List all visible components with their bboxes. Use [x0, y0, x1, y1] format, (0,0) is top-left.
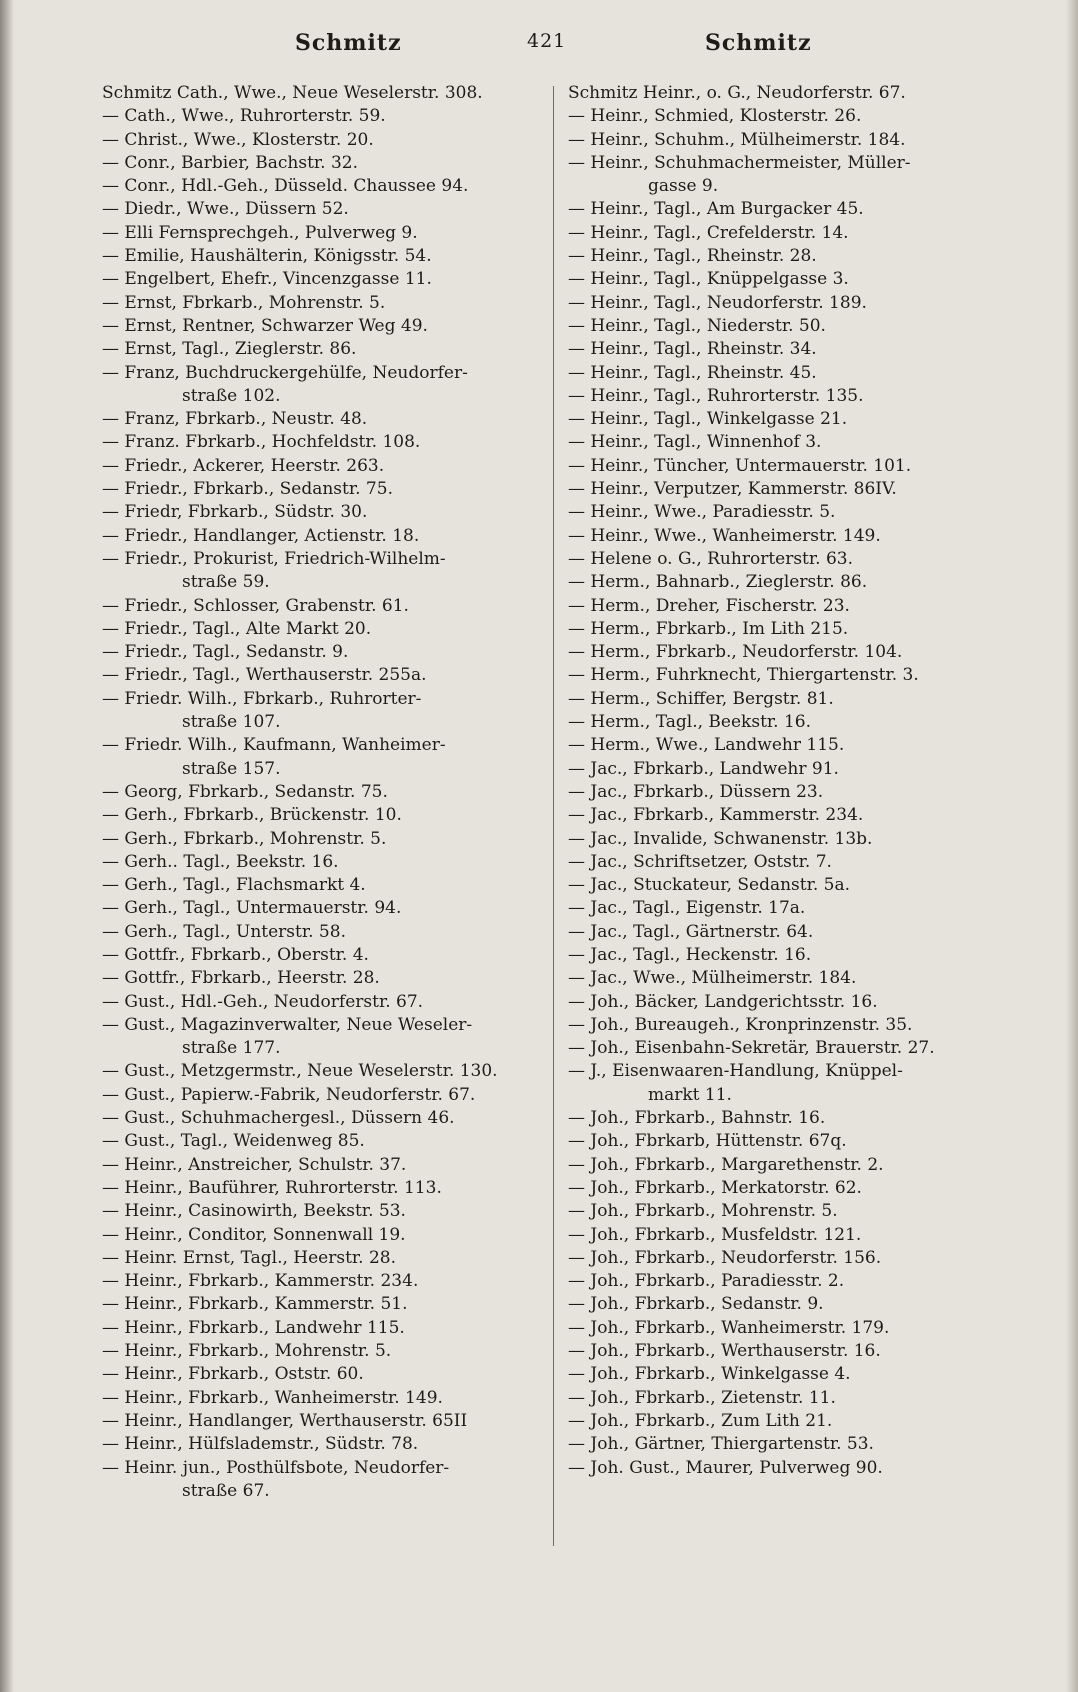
- entry-line: — Franz, Buchdruckergehülfe, Neudorfer-: [102, 362, 468, 383]
- directory-entry: — Herm., Fuhrknecht, Thiergartenstr. 3.: [568, 665, 919, 686]
- directory-entry: — Herm., Wwe., Landwehr 115.: [568, 735, 845, 756]
- directory-entry: — Heinr., Tagl., Niederstr. 50.: [568, 315, 826, 336]
- directory-entry: — Friedr., Tagl., Sedanstr. 9.: [102, 642, 349, 663]
- directory-entry: — Elli Fernsprechgeh., Pulverweg 9.: [102, 222, 418, 243]
- directory-entry: — Diedr., Wwe., Düssern 52.: [102, 199, 349, 220]
- directory-entry: [102, 548, 552, 595]
- directory-entry: — Heinr., Hülfslademstr., Südstr. 78.: [102, 1434, 419, 1455]
- directory-entry: — Heinr., Conditor, Sonnenwall 19.: [102, 1224, 406, 1245]
- directory-entry: — Gerh., Fbrkarb., Mohrenstr. 5.: [102, 828, 387, 849]
- directory-entry: [102, 688, 552, 735]
- directory-entry: — Heinr., Verputzer, Kammerstr. 86IV.: [568, 479, 897, 500]
- directory-entry: — Gust., Papierw.-Fabrik, Neudorferstr. 67.: [102, 1084, 476, 1105]
- directory-entry: — Heinr., Schuhm., Mülheimerstr. 184.: [568, 129, 906, 150]
- directory-entry: — Heinr., Handlanger, Werthauserstr. 65II: [102, 1410, 468, 1431]
- directory-entry: — Herm., Dreher, Fischerstr. 23.: [568, 595, 850, 616]
- directory-entry: — Ernst, Rentner, Schwarzer Weg 49.: [102, 315, 428, 336]
- directory-entry: — Joh., Fbrkarb., Zietenstr. 11.: [568, 1387, 836, 1408]
- entry-line: — Friedr. Wilh., Kaufmann, Wanheimer-: [102, 735, 446, 756]
- directory-entry: — Gerh., Tagl., Untermauerstr. 94.: [102, 898, 402, 919]
- directory-entry: — Friedr., Tagl., Alte Markt 20.: [102, 618, 372, 639]
- directory-entry: — Georg, Fbrkarb., Sedanstr. 75.: [102, 781, 388, 802]
- directory-entry: — Joh., Bäcker, Landgerichtsstr. 16.: [568, 991, 878, 1012]
- directory-entry: — Heinr., Tagl., Crefelderstr. 14.: [568, 222, 849, 243]
- directory-entry: — Heinr., Anstreicher, Schulstr. 37.: [102, 1154, 407, 1175]
- directory-entry: — Gust., Metzgermstr., Neue Weselerstr. 130.: [102, 1061, 498, 1082]
- directory-entry: — Ernst, Fbrkarb., Mohrenstr. 5.: [102, 292, 386, 313]
- directory-entry: — Joh., Fbrkarb., Margarethenstr. 2.: [568, 1154, 884, 1175]
- directory-entry: — Heinr., Tagl., Knüppelgasse 3.: [568, 269, 849, 290]
- directory-entry: — Joh., Fbrkarb., Bahnstr. 16.: [568, 1108, 826, 1129]
- directory-entry: — Heinr., Tagl., Neudorferstr. 189.: [568, 292, 867, 313]
- directory-entry: — Joh., Eisenbahn-Sekretär, Brauerstr. 27.: [568, 1038, 935, 1059]
- directory-entry: — Herm., Tagl., Beekstr. 16.: [568, 712, 812, 733]
- directory-entry: — Heinr., Fbrkarb., Oststr. 60.: [102, 1364, 364, 1385]
- page-number: 421: [527, 30, 567, 52]
- directory-entry: — Jac., Wwe., Mülheimerstr. 184.: [568, 968, 857, 989]
- directory-entry: — Jac., Fbrkarb., Düssern 23.: [568, 781, 824, 802]
- directory-entry: — Gerh., Tagl., Flachsmarkt 4.: [102, 875, 366, 896]
- directory-entry: — Joh., Fbrkarb., Musfeldstr. 121.: [568, 1224, 862, 1245]
- directory-entry: — Herm., Fbrkarb., Neudorferstr. 104.: [568, 642, 903, 663]
- directory-entry: — Heinr., Tagl., Winkelgasse 21.: [568, 409, 848, 430]
- directory-entry: Schmitz Cath., Wwe., Neue Weselerstr. 308.: [102, 83, 483, 103]
- directory-entry: — Heinr., Fbrkarb., Kammerstr. 51.: [102, 1294, 408, 1315]
- directory-entry: — Friedr, Fbrkarb., Südstr. 30.: [102, 502, 368, 523]
- running-head-left: Schmitz: [295, 30, 402, 56]
- directory-entry: — Friedr., Schlosser, Grabenstr. 61.: [102, 595, 409, 616]
- directory-entry: — Joh., Bureaugeh., Kronprinzenstr. 35.: [568, 1014, 913, 1035]
- directory-entry: — Heinr., Schmied, Klosterstr. 26.: [568, 106, 862, 127]
- entry-line: — J., Eisenwaaren-Handlung, Knüppel-: [568, 1061, 903, 1082]
- directory-entry: — Joh., Fbrkarb, Hüttenstr. 67q.: [568, 1131, 847, 1152]
- directory-entry: — Joh., Fbrkarb., Paradiesstr. 2.: [568, 1271, 845, 1292]
- directory-entry: — Jac., Tagl., Gärtnerstr. 64.: [568, 921, 814, 942]
- directory-entry: — Jac., Tagl., Heckenstr. 16.: [568, 944, 812, 965]
- right-column: [568, 82, 1028, 1480]
- directory-entry: — Heinr., Tagl., Rheinstr. 34.: [568, 339, 817, 360]
- directory-entry: — Jac., Fbrkarb., Landwehr 91.: [568, 758, 839, 779]
- directory-entry: — Joh., Fbrkarb., Neudorferstr. 156.: [568, 1247, 882, 1268]
- directory-entry: — Helene o. G., Ruhrorterstr. 63.: [568, 548, 853, 569]
- directory-entry: — Conr., Hdl.-Geh., Düsseld. Chaussee 94.: [102, 176, 469, 197]
- directory-entry: — Friedr., Handlanger, Actienstr. 18.: [102, 525, 420, 546]
- directory-entry: — Heinr., Wwe., Wanheimerstr. 149.: [568, 525, 881, 546]
- entry-continuation: straße 67.: [182, 1480, 270, 1501]
- directory-entry: — Heinr., Fbrkarb., Kammerstr. 234.: [102, 1271, 419, 1292]
- directory-entry: — Gust., Hdl.-Geh., Neudorferstr. 67.: [102, 991, 424, 1012]
- directory-entry: — Jac., Stuckateur, Sedanstr. 5a.: [568, 875, 851, 896]
- entry-line: — Friedr. Wilh., Fbrkarb., Ruhrorter-: [102, 688, 422, 709]
- directory-entry: — Heinr. Ernst, Tagl., Heerstr. 28.: [102, 1247, 397, 1268]
- directory-entry: — Heinr., Casinowirth, Beekstr. 53.: [102, 1201, 406, 1222]
- directory-entry: — Heinr., Tagl., Ruhrorterstr. 135.: [568, 385, 864, 406]
- directory-entry: — Joh., Fbrkarb., Merkatorstr. 62.: [568, 1177, 862, 1198]
- directory-entry: — Gerh.. Tagl., Beekstr. 16.: [102, 851, 339, 872]
- directory-entry: — Franz, Fbrkarb., Neustr. 48.: [102, 409, 368, 430]
- directory-entry: — Heinr., Wwe., Paradiesstr. 5.: [568, 502, 836, 523]
- directory-entry: [568, 152, 1028, 199]
- directory-entry: [102, 362, 552, 409]
- directory-entry: — Jac., Schriftsetzer, Oststr. 7.: [568, 851, 832, 872]
- directory-entry: — Herm., Bahnarb., Zieglerstr. 86.: [568, 572, 868, 593]
- directory-entry: — Gust., Schuhmachergesl., Düssern 46.: [102, 1108, 455, 1129]
- directory-entry: — Gottfr., Fbrkarb., Oberstr. 4.: [102, 944, 369, 965]
- directory-entry: [102, 734, 552, 781]
- directory-entry: — Gerh., Tagl., Unterstr. 58.: [102, 921, 346, 942]
- directory-entry: — Christ., Wwe., Klosterstr. 20.: [102, 129, 374, 150]
- entry-continuation: gasse 9.: [648, 176, 719, 197]
- directory-entry: — Heinr., Tüncher, Untermauerstr. 101.: [568, 455, 912, 476]
- directory-entry: — Joh., Fbrkarb., Werthauserstr. 16.: [568, 1341, 881, 1362]
- left-column: [102, 82, 552, 1503]
- directory-entry: — Conr., Barbier, Bachstr. 32.: [102, 152, 359, 173]
- column-divider: [553, 86, 554, 1546]
- page-edge-left: [0, 0, 14, 1692]
- directory-entry: — Emilie, Haushälterin, Königsstr. 54.: [102, 246, 432, 267]
- directory-entry: — Heinr., Tagl., Rheinstr. 28.: [568, 246, 817, 267]
- directory-entry: — Heinr., Tagl., Rheinstr. 45.: [568, 362, 817, 383]
- directory-entry: [102, 1014, 552, 1061]
- directory-entry: — Gust., Tagl., Weidenweg 85.: [102, 1131, 365, 1152]
- entry-continuation: markt 11.: [648, 1084, 732, 1105]
- directory-entry: — Heinr., Tagl., Am Burgacker 45.: [568, 199, 864, 220]
- entry-continuation: straße 157.: [182, 758, 281, 779]
- running-head-right: Schmitz: [705, 30, 812, 56]
- directory-entry: — Friedr., Tagl., Werthauserstr. 255a.: [102, 665, 427, 686]
- directory-entry: — Joh., Gärtner, Thiergartenstr. 53.: [568, 1434, 874, 1455]
- directory-entry: — Friedr., Ackerer, Heerstr. 263.: [102, 455, 385, 476]
- directory-entry: — Heinr., Fbrkarb., Landwehr 115.: [102, 1317, 405, 1338]
- directory-entry: — Joh., Fbrkarb., Mohrenstr. 5.: [568, 1201, 838, 1222]
- entry-line: — Gust., Magazinverwalter, Neue Weseler-: [102, 1014, 473, 1035]
- entry-line: — Friedr., Prokurist, Friedrich-Wilhelm-: [102, 548, 446, 569]
- entry-continuation: straße 102.: [182, 385, 281, 406]
- directory-entry: — Heinr., Bauführer, Ruhrorterstr. 113.: [102, 1177, 442, 1198]
- entry-continuation: straße 59.: [182, 572, 270, 593]
- directory-entry: — Heinr., Fbrkarb., Wanheimerstr. 149.: [102, 1387, 443, 1408]
- page-edge-right: [1066, 0, 1078, 1692]
- directory-entry: — Heinr., Tagl., Winnenhof 3.: [568, 432, 822, 453]
- directory-entry: — Herm., Schiffer, Bergstr. 81.: [568, 688, 834, 709]
- directory-entry: — Gerh., Fbrkarb., Brückenstr. 10.: [102, 805, 402, 826]
- entry-line: — Heinr., Schuhmachermeister, Müller-: [568, 152, 911, 173]
- directory-entry: — Franz. Fbrkarb., Hochfeldstr. 108.: [102, 432, 421, 453]
- directory-entry: — Heinr., Fbrkarb., Mohrenstr. 5.: [102, 1341, 392, 1362]
- directory-entry: — Joh. Gust., Maurer, Pulverweg 90.: [568, 1457, 883, 1478]
- directory-entry: — Ernst, Tagl., Zieglerstr. 86.: [102, 339, 357, 360]
- entry-continuation: straße 177.: [182, 1038, 281, 1059]
- directory-entry: — Cath., Wwe., Ruhrorterstr. 59.: [102, 106, 386, 127]
- directory-entry: — Engelbert, Ehefr., Vincenzgasse 11.: [102, 269, 432, 290]
- directory-entry: — Joh., Fbrkarb., Winkelgasse 4.: [568, 1364, 851, 1385]
- directory-entry: Schmitz Heinr., o. G., Neudorferstr. 67.: [568, 83, 906, 103]
- directory-entry: [568, 1060, 1028, 1107]
- directory-entry: — Jac., Tagl., Eigenstr. 17a.: [568, 898, 806, 919]
- directory-entry: — Joh., Fbrkarb., Sedanstr. 9.: [568, 1294, 824, 1315]
- entry-line: — Heinr. jun., Posthülfsbote, Neudorfer-: [102, 1457, 450, 1478]
- directory-entry: — Jac., Invalide, Schwanenstr. 13b.: [568, 828, 873, 849]
- directory-entry: — Herm., Fbrkarb., Im Lith 215.: [568, 618, 849, 639]
- directory-entry: — Gottfr., Fbrkarb., Heerstr. 28.: [102, 968, 380, 989]
- directory-entry: — Jac., Fbrkarb., Kammerstr. 234.: [568, 805, 864, 826]
- entry-continuation: straße 107.: [182, 712, 281, 733]
- directory-entry: — Joh., Fbrkarb., Zum Lith 21.: [568, 1410, 833, 1431]
- directory-entry: [102, 1457, 552, 1504]
- directory-entry: — Joh., Fbrkarb., Wanheimerstr. 179.: [568, 1317, 890, 1338]
- directory-entry: — Friedr., Fbrkarb., Sedanstr. 75.: [102, 479, 393, 500]
